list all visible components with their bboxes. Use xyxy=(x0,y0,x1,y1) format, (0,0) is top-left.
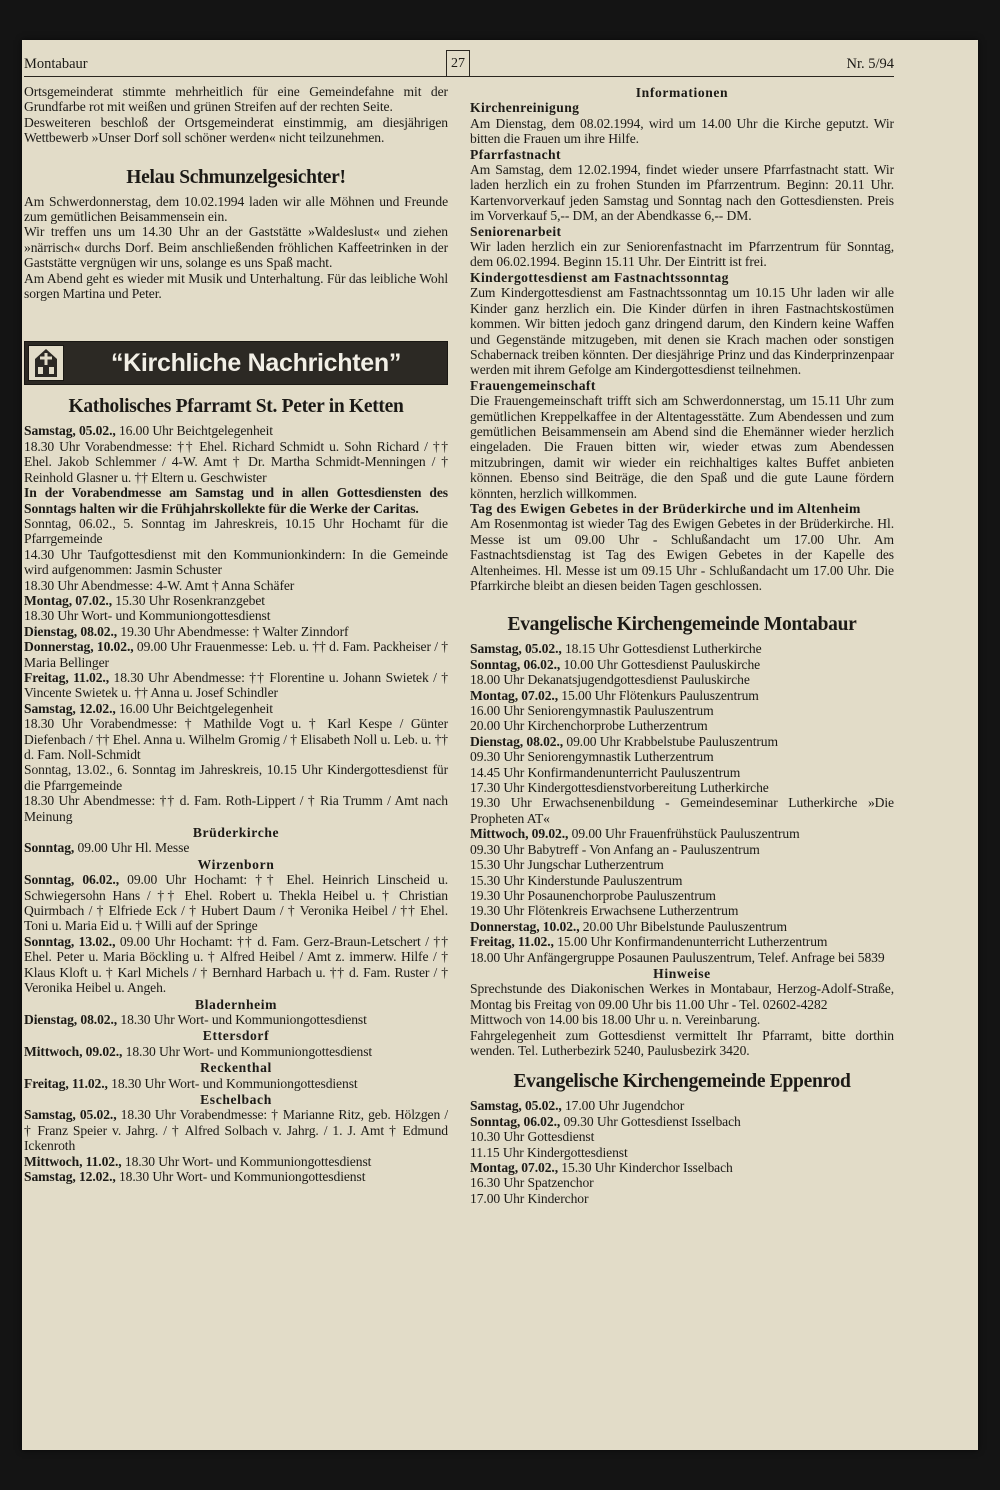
entry-text: 18.30 Uhr Wort- und Kommuniongottesdienst xyxy=(24,608,271,624)
entry-date: Dienstag, 08.02., xyxy=(24,1011,118,1027)
entry-date: Sonntag, xyxy=(24,840,75,856)
schedule-entry xyxy=(24,701,448,716)
entry-text: 09.00 Uhr Hochamt: †† Ehel. Heinrich Linscheid u. Schwiegersohn Hans / †† Ehel. Robert u. Thekla Heibel u. † Christian Quirmbach / † Elfriede Eck / † Hubert Daum / † Veronika Heibel / †† Ehel. Toni u. Maria Eid u. † Willi auf der Springe xyxy=(24,872,448,934)
entry-text: 18.30 Uhr Abendmesse: †† Florentine u. Johann Swietek / † Vincente Swietek u. †† Anna u. Josef Schindler xyxy=(24,669,448,701)
schedule-entry xyxy=(470,795,894,826)
entry-text: 09.00 Uhr Hochamt: †† d. Fam. Gerz-Braun-Letschert / †† Ehel. Peter u. Maria Böckling u. † Alfred Heibel / Amt z. immerw. Hilfe / † Klaus Kloft u. † Karl Michels / † Bernhard Harbach u. †† d. Fam. Ruster / † Veronika Heibel u. Angeh. xyxy=(24,933,448,996)
entry-date: Samstag, 05.02., xyxy=(24,423,116,439)
entry-text: 16.00 Uhr Seniorengymnastik Pauluszentrum xyxy=(470,703,714,719)
helau-article xyxy=(24,194,448,302)
entry-text: 19.30 Uhr Abendmesse: † Walter Zinndorf xyxy=(117,623,349,639)
schedule-entry xyxy=(470,703,894,718)
entry-date: Sonntag, 06.02., xyxy=(24,872,119,888)
entry-text: 09.30 Uhr Babytreff - Von Anfang an - Pauluszentrum xyxy=(470,841,760,857)
schedule-entry xyxy=(470,1160,894,1175)
entry-text: 18.30 Uhr Wort- und Kommuniongottesdienst xyxy=(121,1153,372,1169)
schedule-entry xyxy=(470,1129,894,1144)
entry-text: 18.30 Uhr Wort- und Kommuniongottesdienst xyxy=(115,1168,366,1184)
schedule-entry xyxy=(24,1044,448,1059)
entry-text: 15.30 Uhr Rosenkranzgebet xyxy=(112,592,265,608)
entry-text: 10.30 Uhr Gottesdienst xyxy=(470,1129,595,1145)
entry-date: Montag, 07.02., xyxy=(24,592,112,608)
entry-text: 18.30 Uhr Vorabendmesse: †† Ehel. Richard Schmidt u. Sohn Richard / †† Ehel. Jakob Schlemmer / 4-W. Amt † Dr. Martha Schmidt-Menningen / † Reinhold Glasner u. †† Eltern u. Geschwister xyxy=(24,438,448,485)
entry-date: Montag, 07.02., xyxy=(470,687,558,703)
schedule-entry xyxy=(470,888,894,903)
entry-text: 11.15 Uhr Kindergottesdienst xyxy=(470,1144,628,1160)
etters-schedule xyxy=(24,1044,448,1059)
entry-date: Sonntag, 06.02., xyxy=(470,1113,561,1129)
recken-heading: Reckenthal xyxy=(200,1060,272,1076)
brueder-heading: Brüderkirche xyxy=(192,825,280,841)
schedule-entry xyxy=(24,716,448,762)
entry-text: 14.45 Uhr Konfirmandenunterricht Pauluszentrum xyxy=(470,764,741,780)
entry-date: Samstag, 05.02., xyxy=(470,641,562,657)
entry-text: 15.30 Uhr Kinderstunde Pauluszentrum xyxy=(470,872,683,888)
intro-paragraph: Ortsgemeinderat stimmte mehrheitlich für eine Gemeindefahne mit der Grundfarbe rot mit weißen und grünen Streifen auf der rechten Seite. xyxy=(24,84,448,115)
entry-text: Sonntag, 13.02., 6. Sonntag im Jahreskreis, 10.15 Uhr Kindergottesdienst für die Pfarrgemeinde xyxy=(24,762,448,793)
evepp-schedule xyxy=(470,1098,894,1206)
info-text: Am Rosenmontag ist wieder Tag des Ewigen Gebetes in der Brüderkirche. Hl. Messe ist um 09.00 Uhr - Schlußandacht um 17.00 Uhr. Am Fastnachtsdienstag ist Tag des Ewigen Gebetes in der Kapelle des Altenheimes. Hl. Messe ist um 09.15 Uhr - Schlußandacht um 17.00 Uhr. Die Pfarrkirche bleibt an diesen beiden Tagen geschlossen. xyxy=(470,516,894,593)
page-number: 27 xyxy=(446,50,470,77)
left-column xyxy=(24,84,448,1184)
schedule-entry xyxy=(24,516,448,547)
info-text: Am Samstag, dem 12.02.1994, findet wieder unsere Pfarrfastnacht statt. Wir laden herzlich ein zu frohen Stunden im Pfarrzentrum. Beginn: 20.11 Uhr. Kartenvorverkauf jeden Samstag und Sonntag nach den Gottesdiensten. Preis im Vorverkauf 5,-- DM, an der Abendkasse 6,-- DM. xyxy=(470,162,894,224)
entry-date: Freitag, 11.02., xyxy=(24,669,110,685)
blader-heading: Bladernheim xyxy=(194,996,278,1012)
entry-text: 17.00 Uhr Jugendchor xyxy=(561,1098,685,1114)
helau-paragraph: Am Abend geht es wieder mit Musik und Unterhaltung. Für das leibliche Wohl sorgen Martina und Peter. xyxy=(24,270,448,302)
entry-text: 14.30 Uhr Taufgottesdienst mit den Kommunionkindern: In die Gemeinde wird aufgenommen: Jasmin Schuster xyxy=(24,546,448,578)
schedule-entry xyxy=(470,780,894,795)
helau-heading: Helau Schmunzelgesichter! xyxy=(126,166,346,188)
kath-schedule xyxy=(24,423,448,824)
entry-text: Sonntag, 06.02., 5. Sonntag im Jahreskreis, 10.15 Uhr Hochamt für die Pfarrgemeinde xyxy=(24,515,448,547)
schedule-entry xyxy=(470,857,894,872)
schedule-entry xyxy=(470,934,894,949)
entry-text: 18.30 Uhr Abendmesse: 4-W. Amt † Anna Schäfer xyxy=(24,577,295,593)
entry-date: Sonntag, 06.02., xyxy=(470,656,561,672)
right-column xyxy=(470,84,894,1206)
entry-text: 09.30 Uhr Seniorengymnastik Lutherzentrum xyxy=(470,749,714,765)
schedule-entry xyxy=(24,439,448,485)
entry-text: 15.00 Uhr Flötenkurs Pauluszentrum xyxy=(558,687,759,703)
entry-text: 09.00 Uhr Frauenfrühstück Pauluszentrum xyxy=(568,826,800,842)
evmont-schedule xyxy=(470,641,894,965)
entry-text: 20.00 Uhr Kirchenchorprobe Lutherzentrum xyxy=(470,718,708,734)
entry-text: 18.15 Uhr Gottesdienst Lutherkirche xyxy=(561,641,762,657)
entry-text: 15.00 Uhr Konfirmandenunterricht Lutherzentrum xyxy=(553,934,828,950)
schedule-entry xyxy=(470,749,894,764)
schedule-entry xyxy=(24,639,448,670)
schedule-entry xyxy=(24,1012,448,1027)
entry-date: Freitag, 11.02., xyxy=(24,1075,108,1091)
eschel-heading: Eschelbach xyxy=(200,1091,272,1107)
schedule-entry xyxy=(470,718,894,733)
schedule-entry xyxy=(24,840,448,855)
hinweise-heading: Hinweise xyxy=(653,965,711,981)
schedule-entry xyxy=(470,734,894,749)
entry-date: Dienstag, 08.02., xyxy=(24,623,118,639)
schedule-entry xyxy=(470,1114,894,1129)
entry-text: 19.30 Uhr Flötenkreis Erwachsene Lutherzentrum xyxy=(470,903,739,919)
entry-date: Mittwoch, 09.02., xyxy=(24,1043,123,1059)
hinweise-section xyxy=(470,981,894,1058)
entry-text: 09.00 Uhr Krabbelstube Pauluszentrum xyxy=(563,733,778,749)
schedule-entry xyxy=(470,641,894,656)
entry-text: 16.30 Uhr Spatzenchor xyxy=(470,1175,594,1191)
entry-text: 15.30 Uhr Kinderchor Isselbach xyxy=(558,1160,733,1175)
helau-paragraph: Wir treffen uns um 14.30 Uhr an der Gaststätte »Waldeslust« und ziehen »närrisch« durchs Dorf. Beim anschließenden fröhlichen Kaffeetrinken in der Gaststätte vergnügen wir uns, solange es uns Spaß macht. xyxy=(24,224,448,271)
schedule-entry xyxy=(24,1107,448,1153)
info-text: Zum Kindergottesdienst am Fastnachtssonntag um 10.15 Uhr laden wir alle Kinder ganz herzlich ein. Die Kinder dürfen in ihren Fastnachtskostümen kommen. Wir bitten jedoch ganz dringend darum, den Kindern keine Waffen und Gegenstände mitzugeben, mit denen sie Krach machen oder sonstigen Schabernack treiben könnten. Der diesjährige Prinz und das Kinderprinzenpaar werden mit ihrem Gefolge am Kindergottesdienst teilnehmen. xyxy=(470,285,894,378)
entry-text: 18.30 Uhr Wort- und Kommuniongottesdienst xyxy=(107,1075,358,1091)
info-subheading: Frauengemeinschaft xyxy=(470,377,596,393)
page-header xyxy=(24,52,894,77)
entry-text: 15.30 Uhr Jungschar Lutherzentrum xyxy=(470,857,664,873)
wirzen-schedule xyxy=(24,872,448,995)
info-subheading: Kindergottesdienst am Fastnachtssonntag xyxy=(470,269,729,285)
schedule-entry xyxy=(24,934,448,996)
banner-title: “Kirchliche Nachrichten” xyxy=(110,349,402,378)
schedule-entry xyxy=(470,1175,894,1190)
hinweise-paragraph: Fahrgelegenheit zum Gottesdienst vermittelt Ihr Pfarramt, bitte dorthin wenden. Tel. Lutherbezirk 5240, Paulusbezirk 3420. xyxy=(470,1027,894,1058)
schedule-entry xyxy=(24,872,448,934)
entry-text: 18.30 Uhr Wort- und Kommuniongottesdienst xyxy=(122,1043,373,1059)
entry-text: 16.00 Uhr Beichtgelegenheit xyxy=(115,700,273,716)
schedule-entry xyxy=(470,903,894,918)
schedule-entry xyxy=(24,1169,448,1184)
entry-text: 17.30 Uhr Kindergottesdienstvorbereitung Lutherkirche xyxy=(470,780,769,796)
schedule-entry xyxy=(470,765,894,780)
entry-date: In der Vorabendmesse am Samstag und in allen Gottesdiensten des Sonntags halten wir die Frühjahrskollekte für die Werke der Caritas. xyxy=(24,485,448,516)
info-subheading: Seniorenarbeit xyxy=(470,223,562,239)
schedule-entry xyxy=(470,1145,894,1160)
entry-date: Donnerstag, 10.02., xyxy=(470,918,580,934)
entry-text: 18.30 Uhr Vorabendmesse: † Marianne Ritz, geb. Hölzgen / † Franz Speier v. Jahrg. / † Alfred Solbach v. Jahrg. / 1. J. Amt † Edmund Ickenroth xyxy=(24,1107,449,1154)
hinweise-paragraph: Sprechstunde des Diakonischen Werkes in Montabaur, Herzog-Adolf-Straße, Montag bis Freitag von 09.00 Uhr bis 11.00 Uhr - Tel. 02602-4282 xyxy=(470,981,894,1012)
schedule-entry xyxy=(470,1098,894,1113)
schedule-entry xyxy=(470,873,894,888)
info-subheading: Tag des Ewigen Gebetes in der Brüderkirche und im Altenheim xyxy=(470,500,861,516)
schedule-entry xyxy=(24,1076,448,1091)
info-heading: Informationen xyxy=(635,85,729,100)
schedule-entry xyxy=(24,423,448,438)
recken-schedule xyxy=(24,1076,448,1091)
entry-date: Mittwoch, 09.02., xyxy=(470,826,569,842)
schedule-entry xyxy=(24,485,448,516)
entry-date: Montag, 07.02., xyxy=(470,1160,558,1175)
entry-text: 19.30 Uhr Erwachsenenbildung - Gemeindeseminar Lutherkirche »Die Propheten AT« xyxy=(470,795,894,826)
info-subheading: Kirchenreinigung xyxy=(470,100,580,116)
entry-text: 18.30 Uhr Vorabendmesse: † Mathilde Vogt u. † Karl Kespe / Günter Diefenbach / †† Ehel. Anna u. Wilhelm Gromig / † Elisabeth Noll u. Leb. u. †† d. Fam. Noll-Schmidt xyxy=(24,716,448,762)
entry-text: 19.30 Uhr Posaunenchorprobe Pauluszentrum xyxy=(470,887,716,903)
entry-text: 17.00 Uhr Kinderchor xyxy=(470,1190,589,1206)
info-subheading: Pfarrfastnacht xyxy=(470,146,561,162)
header-town: Montabaur xyxy=(24,56,88,72)
entry-text: 20.00 Uhr Bibelstunde Pauluszentrum xyxy=(579,918,787,934)
schedule-entry xyxy=(24,1154,448,1169)
intro-article xyxy=(24,84,448,146)
entry-text: 18.00 Uhr Dekanatsjugendgottesdienst Pauluskirche xyxy=(470,672,750,688)
hinweise-paragraph: Mittwoch von 14.00 bis 18.00 Uhr u. n. Vereinbarung. xyxy=(470,1012,761,1028)
info-text: Die Frauengemeinschaft trifft sich am Schwerdonnerstag, um 15.11 Uhr zum gemütlichen Kreppelkaffee in der Altentagesstätte. Zum Abendessen und zum gemütlichen Beisammensein am Abend sind die Ehemänner wieder herzlich eingeladen. Die Frauen bitten wir, wieder etwas zum Abendessen mitzubringen, damit wir wieder ein reichhaltiges kaltes Buffet anbieten können. Ebenso sind Beiträge, die den Spaß und die gute Laune fördern könnten, herzlich willkommen. xyxy=(470,393,894,501)
kath-heading: Katholisches Pfarramt St. Peter in Ketten xyxy=(68,396,404,418)
entry-date: Donnerstag, 10.02., xyxy=(24,639,134,655)
schedule-entry xyxy=(24,547,448,578)
entry-date: Samstag, 05.02., xyxy=(24,1107,117,1123)
entry-text: 10.00 Uhr Gottesdienst Pauluskirche xyxy=(560,656,761,672)
info-text: Am Dienstag, dem 08.02.1994, wird um 14.00 Uhr die Kirche geputzt. Wir bitten die Frauen um ihre Hilfe. xyxy=(470,115,894,147)
blader-schedule xyxy=(24,1012,448,1027)
schedule-entry xyxy=(24,593,448,608)
info-text: Wir laden herzlich ein zur Seniorenfastnacht im Pfarrzentrum für Sonntag, dem 06.02.1994. Beginn 15.11 Uhr. Der Eintritt ist frei. xyxy=(470,239,894,270)
evmont-heading: Evangelische Kirchengemeinde Montabaur xyxy=(507,614,857,636)
schedule-entry xyxy=(470,826,894,841)
brueder-schedule xyxy=(24,840,448,855)
schedule-entry xyxy=(470,672,894,687)
schedule-entry xyxy=(470,919,894,934)
kirchliche-nachrichten-banner xyxy=(24,341,448,385)
entry-date: Samstag, 12.02., xyxy=(24,700,116,716)
church-icon xyxy=(28,345,64,381)
entry-date: Sonntag, 13.02., xyxy=(24,933,116,949)
schedule-entry xyxy=(24,762,448,793)
eschel-schedule xyxy=(24,1107,448,1184)
entry-text: 18.30 Uhr Abendmesse: †† d. Fam. Roth-Lippert / † Ria Trumm / Amt nach Meinung xyxy=(24,793,448,824)
entry-text: 09.00 Uhr Frauenmesse: Leb. u. †† d. Fam. Packheiser / † Maria Bellinger xyxy=(24,639,448,670)
entry-date: Mittwoch, 11.02., xyxy=(24,1153,122,1169)
schedule-entry xyxy=(470,950,894,965)
schedule-entry xyxy=(470,657,894,672)
schedule-entry xyxy=(470,1191,894,1206)
schedule-entry xyxy=(24,793,448,824)
helau-paragraph: Am Schwerdonnerstag, dem 10.02.1994 laden wir alle Möhnen und Freunde zum gemütlichen Beisammensein ein. xyxy=(24,193,448,225)
entry-text: 09.30 Uhr Gottesdienst Isselbach xyxy=(560,1113,741,1129)
schedule-entry xyxy=(470,842,894,857)
evepp-heading: Evangelische Kirchengemeinde Eppenrod xyxy=(513,1071,851,1093)
schedule-entry xyxy=(24,608,448,623)
wirzen-heading: Wirzenborn xyxy=(197,856,275,872)
entry-date: Dienstag, 08.02., xyxy=(470,733,564,749)
schedule-entry xyxy=(24,578,448,593)
schedule-entry xyxy=(24,624,448,639)
intro-paragraph: Desweiteren beschloß der Ortsgemeinderat einstimmig, am diesjährigen Wettbewerb »Unser Dorf soll schöner werden« nicht teilzunehmen. xyxy=(24,114,448,146)
etters-heading: Ettersdorf xyxy=(202,1028,270,1044)
entry-date: Freitag, 11.02., xyxy=(470,934,554,950)
entry-date: Samstag, 12.02., xyxy=(24,1168,116,1184)
entry-date: Samstag, 05.02., xyxy=(470,1098,562,1114)
info-section xyxy=(470,100,894,593)
schedule-entry xyxy=(24,670,448,701)
entry-text: 16.00 Uhr Beichtgelegenheit xyxy=(115,423,273,439)
issue-number: Nr. 5/94 xyxy=(846,56,894,72)
entry-text: 18.00 Uhr Anfängergruppe Posaunen Pauluszentrum, Telef. Anfrage bei 5839 xyxy=(470,949,885,965)
schedule-entry xyxy=(470,688,894,703)
entry-text: 18.30 Uhr Wort- und Kommuniongottesdienst xyxy=(117,1011,367,1027)
entry-text: 09.00 Uhr Hl. Messe xyxy=(74,840,190,856)
